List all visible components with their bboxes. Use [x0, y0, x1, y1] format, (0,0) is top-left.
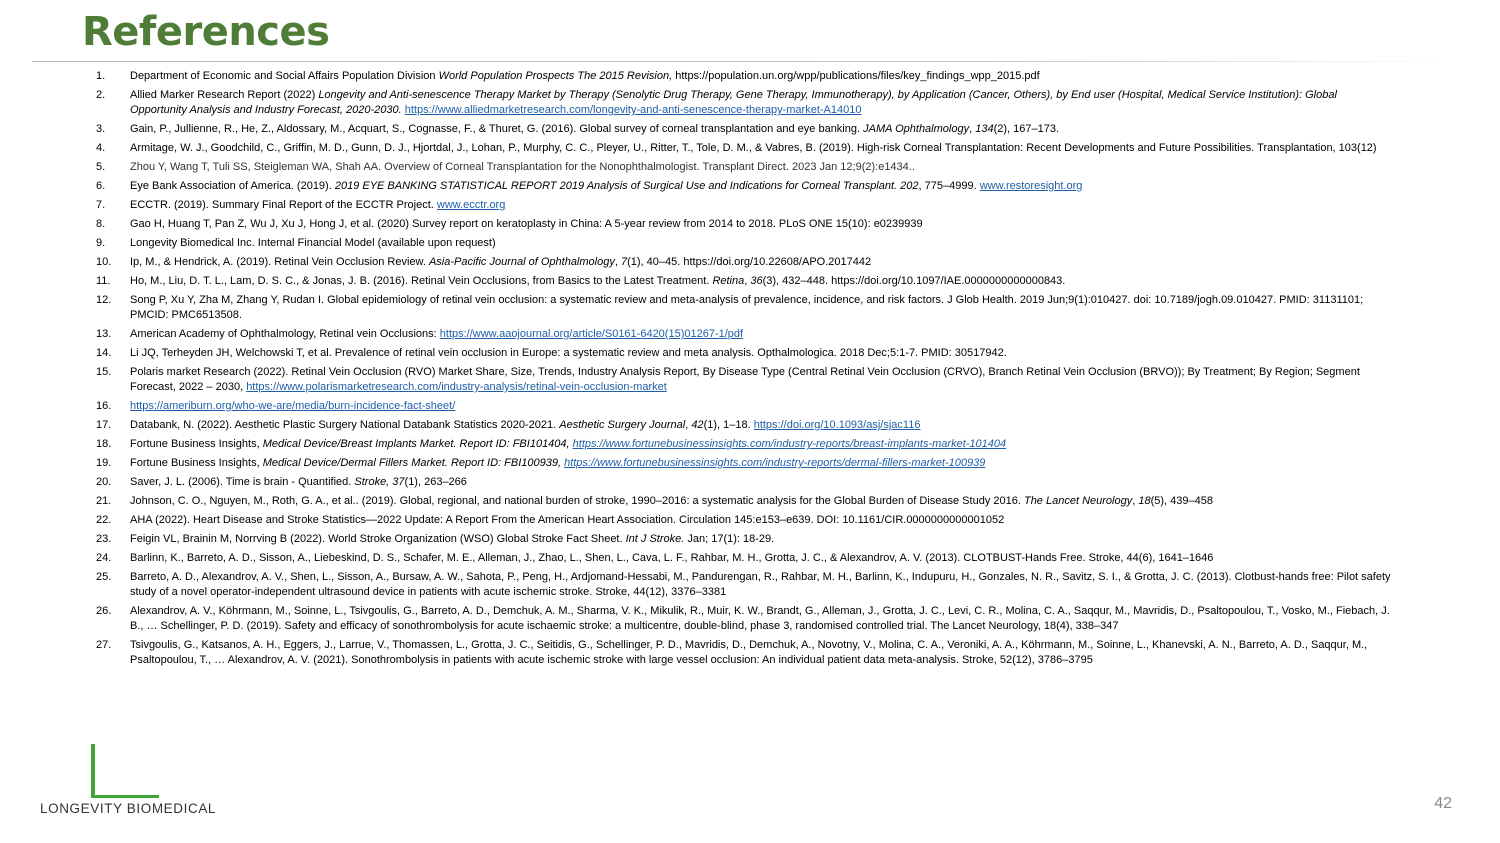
reference-italic-text: Stroke, 37: [354, 476, 405, 488]
reference-number: 5.: [96, 161, 106, 173]
reference-number: 8.: [96, 218, 106, 230]
reference-text: Fortune Business Insights,: [130, 457, 263, 469]
reference-italic-text: 36: [750, 275, 763, 287]
reference-text: Armitage, W. J., Goodchild, C., Griffin, M. D., Gunn, D. J., Hjortdal, J., Lohan, P., Murphy, C. C., Pleyer, U., Ritter, T., Tole, D. M., & Vabres, B. (2019). High-risk Corneal Transplantation: Recent Developments and Future Possibilities. Transplantation, 103(12): [130, 142, 1377, 154]
reference-italic-text: Asia-Pacific Journal of Ophthalmology: [428, 256, 615, 268]
reference-text: Zhou Y, Wang T, Tuli SS, Steigleman WA, Shah AA. Overview of Corneal Transplantation for the Nonophthalmologist. Transplant Direct. 2023 Jan 12;9(2):e1434..: [130, 161, 915, 173]
reference-number: 3.: [96, 123, 106, 135]
company-logo: [38, 744, 228, 820]
reference-text: Fortune Business Insights,: [130, 438, 263, 450]
reference-text: (5), 439–458: [1150, 495, 1213, 507]
reference-text: ,: [685, 419, 692, 431]
reference-italic-text: JAMA Ophthalmology: [863, 123, 970, 135]
reference-item: [96, 293, 1396, 323]
reference-item: [96, 141, 1396, 156]
reference-item: [96, 418, 1396, 433]
reference-text: https://population.un.org/wpp/publications/files/key_findings_wpp_2015.pdf: [672, 70, 1040, 82]
reference-text: Barreto, A. D., Alexandrov, A. V., Shen, L., Sisson, A., Bursaw, A. W., Sahota, P., Peng, H., Ardjomand-Hessabi, M., Pandurengan, R., Rahbar, M. H., Barlinn, K., Indupuru, H., Gonzales, N. R., Savitz, S. I., & Grotta, J. C. (2013). Clotbust-hands free: Pilot safety study of a novel operator-independent ultrasound device in patients with acute ischemic stroke. Stroke, 44(12), 3376–3381: [130, 571, 1391, 598]
reference-italic-text: 18: [1138, 495, 1151, 507]
reference-number: 13.: [96, 328, 112, 340]
reference-number: 22.: [96, 514, 112, 526]
reference-text: Jan; 17(1): 18-29.: [684, 533, 775, 545]
reference-number: 25.: [96, 571, 112, 583]
reference-link[interactable]: www.ecctr.org: [436, 199, 506, 211]
reference-item: [96, 122, 1396, 137]
reference-number: 7.: [96, 199, 106, 211]
reference-text: Li JQ, Terheyden JH, Welchowski T, et al. Prevalence of retinal vein occlusion in Europe: a systematic review and meta analysis. Opthalmologica. 2018 Dec;5:1-7. PMID: 30517942.: [130, 347, 1007, 359]
reference-text: (1), 1–18.: [703, 419, 754, 431]
reference-text: Johnson, C. O., Nguyen, M., Roth, G. A., et al.. (2019). Global, regional, and national burden of stroke, 1990–2016: a systematic analysis for the Global Burden of Disease Study 2016.: [130, 495, 1024, 507]
reference-italic-text: Longevity and Anti-senescence Therapy Market by Therapy (Senolytic Drug Therapy, Gene Therapy, Immunotherapy), by Application (Cancer, Others), by End user (Hospital, Medical Service Institution): Global Opportunity Analysis and Industry Forecast, 2020-2030.: [130, 89, 1337, 116]
reference-item: [96, 604, 1396, 634]
reference-item: [96, 513, 1396, 528]
reference-number: 17.: [96, 419, 112, 431]
reference-link[interactable]: www.restoresight.org: [979, 180, 1083, 192]
reference-number: 10.: [96, 256, 112, 268]
reference-item: [96, 456, 1396, 471]
reference-item: [96, 88, 1396, 118]
reference-number: 26.: [96, 605, 112, 617]
reference-number: 19.: [96, 457, 112, 469]
reference-text: ,: [614, 256, 621, 268]
reference-item: [96, 236, 1396, 251]
reference-number: 2.: [96, 89, 106, 101]
title-divider: [32, 61, 1452, 62]
reference-text: Polaris market Research (2022). Retinal Vein Occlusion (RVO) Market Share, Size, Trends, Industry Analysis Report, By Disease Type (Central Retinal Vein Occlusion (CRVO), Branch Retinal Vein Occlusion (BRVO)); By Treatment; By Region; Segment Forecast, 2022 – 2030,: [130, 366, 1360, 393]
reference-text: (1), 40–45. https://doi.org/10.22608/APO.2017442: [627, 256, 872, 268]
reference-italic-text: 42: [691, 419, 704, 431]
reference-link[interactable]: https://www.fortunebusinessinsights.com/industry-reports/dermal-fillers-market-100939: [564, 457, 986, 469]
reference-item: [96, 365, 1396, 395]
reference-text: Alexandrov, A. V., Köhrmann, M., Soinne, L., Tsivgoulis, G., Barreto, A. D., Demchuk, A. M., Sharma, V. K., Mikulik, R., Muir, K. W., Brandt, G., Alleman, J., Grotta, J. C., Levi, C. R., Molina, C. A., Saqqur, M., Mavridis, D., Psaltopoulou, T., Vosko, M., Fiebach, J. B., … Schellinger, P. D. (2019). Safety and efficacy of sonothrombolysis for acute ischaemic stroke: a multicentre, double-blind, phase 3, randomised controlled trial. The Lancet Neurology, 18(4), 338–347: [130, 605, 1390, 632]
reference-item: [96, 551, 1396, 566]
reference-text: Saver, J. L. (2006). Time is brain - Quantified.: [130, 476, 355, 488]
reference-italic-text: Int J Stroke.: [625, 533, 685, 545]
reference-number: 24.: [96, 552, 112, 564]
reference-text: Gain, P., Jullienne, R., He, Z., Aldossary, M., Acquart, S., Cognasse, F., & Thuret, G. (2016). Global survey of corneal transplantation and eye banking.: [130, 123, 864, 135]
reference-text: Department of Economic and Social Affairs Population Division: [130, 70, 439, 82]
reference-italic-text: 7: [620, 256, 628, 268]
reference-text: ECCTR. (2019). Summary Final Report of the ECCTR Project.: [130, 199, 437, 211]
reference-number: 9.: [96, 237, 106, 249]
reference-item: [96, 532, 1396, 547]
reference-number: 11.: [96, 275, 111, 287]
reference-text: , 775–4999.: [918, 180, 980, 192]
reference-text: American Academy of Ophthalmology, Retinal vein Occlusions:: [130, 328, 440, 340]
reference-text: ,: [744, 275, 751, 287]
reference-link[interactable]: https://www.fortunebusinessinsights.com/industry-reports/breast-implants-market-101404: [572, 438, 1007, 450]
reference-item: [96, 274, 1396, 289]
reference-text: ,: [1132, 495, 1139, 507]
page-number: 42: [1434, 795, 1452, 812]
reference-item: [96, 179, 1396, 194]
reference-number: 23.: [96, 533, 112, 545]
logo-l-mark-base: [91, 795, 159, 798]
reference-item: [96, 160, 1396, 175]
reference-item: [96, 217, 1396, 232]
reference-italic-text: Retina: [712, 275, 745, 287]
reference-text: (1), 263–266: [404, 476, 467, 488]
reference-item: [96, 327, 1396, 342]
reference-number: 14.: [96, 347, 112, 359]
reference-number: 6.: [96, 180, 106, 192]
reference-item: [96, 198, 1396, 213]
reference-item: [96, 570, 1396, 600]
reference-number: 15.: [96, 366, 112, 378]
reference-text: Barlinn, K., Barreto, A. D., Sisson, A., Liebeskind, D. S., Schafer, M. E., Alleman, J., Zhao, L., Shen, L., Cava, L. F., Rahbar, M. H., Grotta, J. C., & Alexandrov, A. V. (2013). CLOTBUST-Hands Free. Stroke, 44(6), 1641–1646: [130, 552, 1214, 564]
logo-text: LONGEVITY BIOMEDICAL: [40, 801, 217, 816]
reference-number: 1.: [96, 70, 106, 82]
reference-text: (2), 167–173.: [993, 123, 1060, 135]
reference-text: ,: [969, 123, 976, 135]
reference-list: [96, 69, 1396, 672]
reference-number: 20.: [96, 476, 112, 488]
reference-link[interactable]: https://www.polarismarketresearch.com/industry-analysis/retinal-vein-occlusion-market: [246, 381, 667, 393]
reference-item: [96, 399, 1396, 414]
reference-text: (3), 432–448. https://doi.org/10.1097/IAE.0000000000000843.: [762, 275, 1066, 287]
reference-link[interactable]: https://www.aaojournal.org/article/S0161-6420(15)01267-1/pdf: [439, 328, 744, 340]
reference-italic-text: 2019 EYE BANKING STATISTICAL REPORT 2019 Analysis of Surgical Use and Indications for Corneal Transplant. 202: [334, 180, 919, 192]
reference-italic-text: The Lancet Neurology: [1023, 495, 1133, 507]
reference-text: Feigin VL, Brainin M, Norrving B (2022). World Stroke Organization (WSO) Global Stroke Fact Sheet.: [130, 533, 626, 545]
reference-item: [96, 346, 1396, 361]
reference-text: Song P, Xu Y, Zha M, Zhang Y, Rudan I. Global epidemiology of retinal vein occlusion: a systematic review and meta-analysis of prevalence, incidence, and risk factors. J Glob Health. 2019 Jun;9(1):010427. doi: 10.7189/jogh.09.010427. PMID: 31131101; PMCID: PMC6513508.: [130, 294, 1364, 321]
page-title: References: [82, 9, 330, 55]
reference-number: 18.: [96, 438, 112, 450]
reference-text: Ip, M., & Hendrick, A. (2019). Retinal Vein Occlusion Review.: [130, 256, 429, 268]
reference-link[interactable]: https://ameriburn.org/who-we-are/media/burn-incidence-fact-sheet/: [130, 400, 456, 412]
reference-italic-text: World Population Prospects The 2015 Revision,: [438, 70, 673, 82]
reference-italic-text: Medical Device/Breast Implants Market. Report ID: FBI101404,: [262, 438, 573, 450]
reference-link[interactable]: https://doi.org/10.1093/asj/sjac116: [753, 419, 921, 431]
reference-number: 27.: [96, 639, 112, 651]
reference-item: [96, 638, 1396, 668]
reference-link[interactable]: https://www.alliedmarketresearch.com/longevity-and-anti-senescence-therapy-market-A14010: [404, 104, 862, 116]
reference-number: 4.: [96, 142, 106, 154]
reference-text: Eye Bank Association of America. (2019).: [130, 180, 335, 192]
reference-item: [96, 437, 1396, 452]
reference-italic-text: 134: [975, 123, 994, 135]
reference-text: Gao H, Huang T, Pan Z, Wu J, Xu J, Hong J, et al. (2020) Survey report on keratoplasty in China: A 5-year review from 2014 to 2018. PLoS ONE 15(10): e0239939: [130, 218, 923, 230]
reference-number: 12.: [96, 294, 112, 306]
reference-item: [96, 475, 1396, 490]
reference-text: Databank, N. (2022). Aesthetic Plastic Surgery National Databank Statistics 2020-2021.: [130, 419, 560, 431]
logo-l-mark: [91, 744, 95, 798]
reference-text: AHA (2022). Heart Disease and Stroke Statistics—2022 Update: A Report From the American Heart Association. Circulation 145:e153–e639. DOI: 10.1161/CIR.0000000000001052: [130, 514, 1005, 526]
reference-text: Tsivgoulis, G., Katsanos, A. H., Eggers, J., Larrue, V., Thomassen, L., Grotta, J. C., Seitidis, G., Schellinger, P. D., Mavridis, D., Demchuk, A., Novotny, V., Molina, C. A., Veroniki, A. A., Köhrmann, M., Soinne, L., Khanevski, A. N., Barreto, A. D., Saqqur, M., Psaltopoulou, T., … Alexandrov, A. V. (2021). Sonothrombolysis in patients with acute ischemic stroke with large vessel occlusion: An individual patient data meta-analysis. Stroke, 52(12), 3786–3795: [130, 639, 1368, 666]
reference-number: 16.: [96, 400, 112, 412]
reference-item: [96, 255, 1396, 270]
reference-italic-text: Aesthetic Surgery Journal: [559, 419, 686, 431]
reference-text: Longevity Biomedical Inc. Internal Financial Model (available upon request): [130, 237, 496, 249]
reference-text: Allied Marker Research Report (2022): [130, 89, 319, 101]
reference-item: [96, 69, 1396, 84]
reference-item: [96, 494, 1396, 509]
reference-italic-text: Medical Device/Dermal Fillers Market. Report ID: FBI100939,: [262, 457, 565, 469]
reference-number: 21.: [96, 495, 112, 507]
reference-text: Ho, M., Liu, D. T. L., Lam, D. S. C., & Jonas, J. B. (2016). Retinal Vein Occlusions, from Basics to the Latest Treatment.: [130, 275, 713, 287]
